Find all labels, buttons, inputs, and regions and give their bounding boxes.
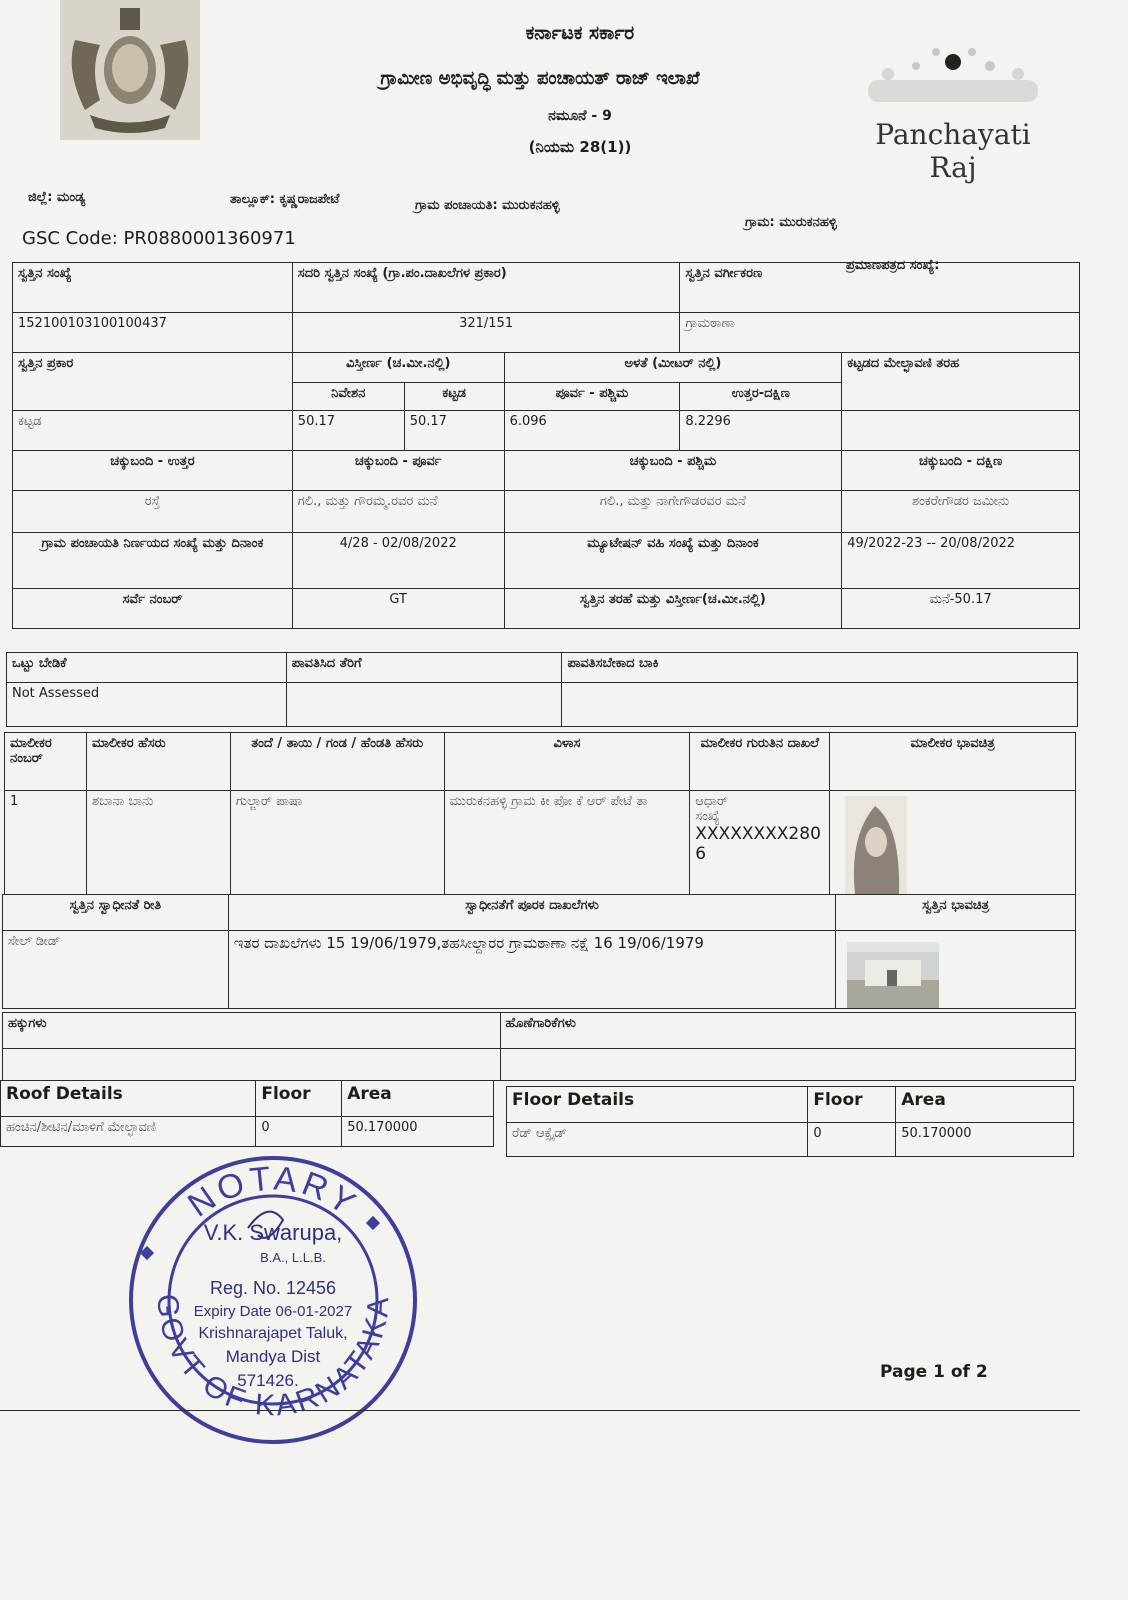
roof-area: 50.170000 bbox=[342, 1117, 494, 1147]
floor-area-header: Area bbox=[896, 1087, 1074, 1123]
owner-name: ಶಬಾನಾ ಬಾನು bbox=[86, 791, 230, 895]
relative-name-label: ತಂದೆ / ತಾಯಿ / ಗಂಡ / ಹೆಂಡತಿ ಹೆಸರು bbox=[230, 733, 444, 791]
address-label: ವಿಳಾಸ bbox=[444, 733, 690, 791]
karnataka-emblem-icon bbox=[55, 0, 205, 140]
boundary-west: ಗಲಿ., ಮತ್ತು ನಾಗೇಗೌಡರವರ ಮನೆ bbox=[504, 491, 842, 533]
village-label: ಗ್ರಾಮ: ಮುರುಕನಹಳ್ಳಿ bbox=[745, 215, 837, 230]
mutation-value: 49/2022-23 -- 20/08/2022 bbox=[842, 533, 1080, 589]
roof-type-label: ಕಟ್ಟಡದ ಮೇಲ್ಛಾವಣಿ ತರಹ bbox=[842, 353, 1080, 411]
rule-number: (ನಿಯಮ 28(1)) bbox=[528, 138, 632, 156]
measurement-label: ಅಳತೆ (ಮೀಟರ್ ನಲ್ಲಿ) bbox=[504, 353, 842, 383]
property-number: 152100103100100437 bbox=[13, 313, 293, 353]
property-number-label: ಸ್ವತ್ತಿನ ಸಂಖ್ಯೆ bbox=[13, 263, 293, 313]
boundary-east: ಗಲಿ., ಮತ್ತು ಗೌರಮ್ಮ.ರವರ ಮನೆ bbox=[292, 491, 504, 533]
possession-method-label: ಸ್ವತ್ತಿನ ಸ್ವಾಧೀನತೆ ರೀತಿ bbox=[3, 895, 229, 931]
owner-name-label: ಮಾಲೀಕರ ಹೆಸರು bbox=[86, 733, 230, 791]
stamp-name: V.K. Swarupa, bbox=[203, 1220, 343, 1245]
stamp-taluk: Krishnarajapet Taluk, bbox=[198, 1325, 348, 1342]
liabilities-value bbox=[500, 1049, 1075, 1081]
boundary-north: ರಸ್ತೆ bbox=[13, 491, 293, 533]
owner-photo bbox=[845, 796, 907, 894]
site-label: ನಿವೇಶನ bbox=[292, 383, 404, 411]
floor-floor: 0 bbox=[808, 1123, 896, 1157]
owner-id-label: ಮಾಲೀಕರ ಗುರುತಿನ ದಾಖಲೆ bbox=[690, 733, 830, 791]
north-south-length: 8.2296 bbox=[680, 411, 842, 451]
stamp-expiry: Expiry Date 06-01-2027 bbox=[193, 1303, 353, 1320]
footer-rule bbox=[0, 1410, 1080, 1411]
rights-value bbox=[3, 1049, 501, 1081]
gp-decision: 4/28 - 02/08/2022 bbox=[292, 533, 504, 589]
paid-tax-label: ಪಾವತಿಸಿದ ತೆರಿಗೆ bbox=[286, 653, 562, 683]
total-demand: Not Assessed bbox=[7, 683, 287, 727]
stamp-quals: B.A., L.L.B. bbox=[260, 1250, 326, 1265]
notary-stamp bbox=[118, 1150, 428, 1450]
property-type-label: ಸ್ವತ್ತಿನ ಪ್ರಕಾರ bbox=[13, 353, 293, 411]
tax-table bbox=[6, 652, 1078, 727]
possession-docs-label: ಸ್ವಾಧೀನತೆಗೆ ಪೂರಕ ದಾಖಲೆಗಳು bbox=[228, 895, 835, 931]
gsc-code: GSC Code: PR0880001360971 bbox=[22, 228, 296, 249]
possession-docs: ಇತರ ದಾಖಲೆಗಳು 15 19/06/1979,ತಹಸೀಲ್ದಾರರ ಗ್ರಾಮಠಾಣಾ ನಕ್ಷೆ 16 19/06/1979 bbox=[228, 931, 835, 1009]
property-kind: ಮನೆ-50.17 bbox=[842, 589, 1080, 629]
site-area: 50.17 bbox=[292, 411, 404, 451]
boundary-south: ಶಂಕರೇಗೌಡರ ಜಮೀನು bbox=[842, 491, 1080, 533]
building-area: 50.17 bbox=[404, 411, 504, 451]
relative-name: ಗುಲ್ಜಾರ್ ಪಾಷಾ bbox=[230, 791, 444, 895]
roof-details-table bbox=[0, 1080, 494, 1147]
dept-title: ಗ್ರಾಮೀಣ ಅಭಿವೃದ್ಧಿ ಮತ್ತು ಪಂಚಾಯತ್ ರಾಜ್ ಇಲಾಖೆ bbox=[380, 68, 700, 89]
building-label: ಕಟ್ಟಡ bbox=[404, 383, 504, 411]
id-number: XXXXXXXX280 bbox=[695, 824, 821, 844]
owner-address: ಮುರುಕನಹಳ್ಳಿ ಗ್ರಾಮ ಕೀ ಪೋ ಕೆ ಆರ್ ಪೇಟೆ ತಾ bbox=[444, 791, 690, 895]
rights-label: ಹಕ್ಕುಗಳು bbox=[3, 1013, 501, 1049]
govt-title: ಕರ್ನಾಟಕ ಸರ್ಕಾರ bbox=[525, 22, 635, 44]
gp-label: ಗ್ರಾಮ ಪಂಚಾಯತಿ: ಮುರುಕನಹಳ್ಳಿ bbox=[415, 198, 560, 213]
floor-area: 50.170000 bbox=[896, 1123, 1074, 1157]
stamp-district: Mandya Dist bbox=[225, 1347, 321, 1366]
id-type: ಆಧಾರ್ bbox=[695, 794, 728, 809]
id-subtype: ಸಂಖ್ಯೆ bbox=[695, 809, 720, 824]
owner-number-label: ಮಾಲೀಕರ ನಂಬರ್ bbox=[5, 733, 87, 791]
owner-number: 1 bbox=[5, 791, 87, 895]
floor-description: ರೆಡ್ ಆಕ್ಸೈಡ್ bbox=[507, 1123, 808, 1157]
page-number: Page 1 of 2 bbox=[880, 1362, 988, 1382]
due-tax bbox=[562, 683, 1078, 727]
owner-photo-label: ಮಾಲೀಕರ ಭಾವಚಿತ್ರ bbox=[830, 733, 1076, 791]
district-label: ಜಿಲ್ಲೆ: ಮಂಡ್ಯ bbox=[28, 190, 86, 205]
area-label: ವಿಸ್ತೀರ್ಣ (ಚ.ಮೀ.ನಲ್ಲಿ) bbox=[292, 353, 504, 383]
property-photo-label: ಸ್ವತ್ತಿನ ಭಾವಚಿತ್ರ bbox=[836, 895, 1076, 931]
east-west-length: 6.096 bbox=[504, 411, 680, 451]
survey-number-label: ಸರ್ವೆ ನಂಬರ್ bbox=[13, 589, 293, 629]
roof-floor: 0 bbox=[256, 1117, 342, 1147]
gp-decision-label: ಗ್ರಾಮ ಪಂಚಾಯತಿ ನಿರ್ಣಯದ ಸಂಖ್ಯೆ ಮತ್ತು ದಿನಾಂಕ bbox=[13, 533, 293, 589]
floor-details-header: Floor Details bbox=[507, 1087, 808, 1123]
floor-details-table bbox=[506, 1086, 1074, 1157]
roof-description: ಹಂಚಿನ/ಶೀಟಿನ/ಮಾಳಿಗೆ ಮೇಲ್ಛಾವಣಿ bbox=[1, 1117, 256, 1147]
paid-tax bbox=[286, 683, 562, 727]
boundary-north-label: ಚಕ್ಕುಬಂದಿ - ಉತ್ತರ bbox=[13, 451, 293, 491]
due-tax-label: ಪಾವತಿಸಬೇಕಾದ ಬಾಕಿ bbox=[562, 653, 1078, 683]
boundary-west-label: ಚಕ್ಕುಬಂದಿ - ಪಶ್ಚಿಮ bbox=[504, 451, 842, 491]
east-west-label: ಪೂರ್ವ - ಪಶ್ಚಿಮ bbox=[504, 383, 680, 411]
owner-table bbox=[4, 732, 1076, 895]
classification-value: ಗ್ರಾಮಠಾಣಾ bbox=[680, 313, 1080, 353]
roof-floor-header: Floor bbox=[256, 1081, 342, 1117]
classification-label: ಸ್ವತ್ತಿನ ವರ್ಗೀಕರಣ bbox=[680, 263, 1080, 313]
logo-caption: Panchayati Raj bbox=[875, 118, 1031, 184]
property-table bbox=[12, 262, 1080, 629]
stamp-top-text: NOTARY bbox=[181, 1159, 365, 1225]
floor-floor-header: Floor bbox=[808, 1087, 896, 1123]
sadari-number: 321/151 bbox=[292, 313, 680, 353]
property-photo bbox=[847, 942, 939, 1008]
roof-type-value bbox=[842, 411, 1080, 451]
owner-id bbox=[690, 791, 830, 895]
sadari-number-label: ಸದರಿ ಸ್ವತ್ತಿನ ಸಂಖ್ಯೆ (ಗ್ರಾ.ಪಂ.ದಾಖಲೆಗಳ ಪ್ರಕಾರ) bbox=[292, 263, 680, 313]
roof-details-header: Roof Details bbox=[1, 1081, 256, 1117]
form-number: ನಮೂನೆ - 9 bbox=[548, 108, 612, 124]
stamp-bottom-text: GOVT OF KARNATAKA bbox=[150, 1292, 396, 1423]
certificate-number-label: ಪ್ರಮಾಣಪತ್ರದ ಸಂಖ್ಯೆ: bbox=[846, 258, 940, 273]
id-number-continued: 6 bbox=[695, 844, 707, 864]
boundary-east-label: ಚಕ್ಕುಬಂದಿ - ಪೂರ್ವ bbox=[292, 451, 504, 491]
taluk-label: ತಾಲ್ಲೂಕ್: ಕೃಷ್ಣರಾಜಪೇಟೆ bbox=[230, 192, 340, 207]
total-demand-label: ಒಟ್ಟು ಬೇಡಿಕೆ bbox=[7, 653, 287, 683]
survey-number: GT bbox=[292, 589, 504, 629]
boundary-south-label: ಚಕ್ಕುಬಂದಿ - ದಕ್ಷಿಣ bbox=[842, 451, 1080, 491]
possession-method: ಸೇಲ್ ಡೀಡ್ bbox=[3, 931, 229, 1009]
property-type: ಕಟ್ಟಡ bbox=[13, 411, 293, 451]
mutation-label: ಮ್ಯೂಟೇಷನ್ ವಹಿ ಸಂಖ್ಯೆ ಮತ್ತು ದಿನಾಂಕ bbox=[504, 533, 842, 589]
roof-area-header: Area bbox=[342, 1081, 494, 1117]
liabilities-label: ಹೊಣೆಗಾರಿಕೆಗಳು bbox=[500, 1013, 1075, 1049]
north-south-label: ಉತ್ತರ-ದಕ್ಷಿಣ bbox=[680, 383, 842, 411]
stamp-pin: 571426. bbox=[237, 1371, 299, 1390]
rights-table bbox=[2, 1012, 1076, 1081]
property-kind-label: ಸ್ವತ್ತಿನ ತರಹೆ ಮತ್ತು ವಿಸ್ತೀರ್ಣ(ಚ.ಮೀ.ನಲ್ಲಿ) bbox=[504, 589, 842, 629]
stamp-reg: Reg. No. 12456 bbox=[209, 1278, 337, 1298]
